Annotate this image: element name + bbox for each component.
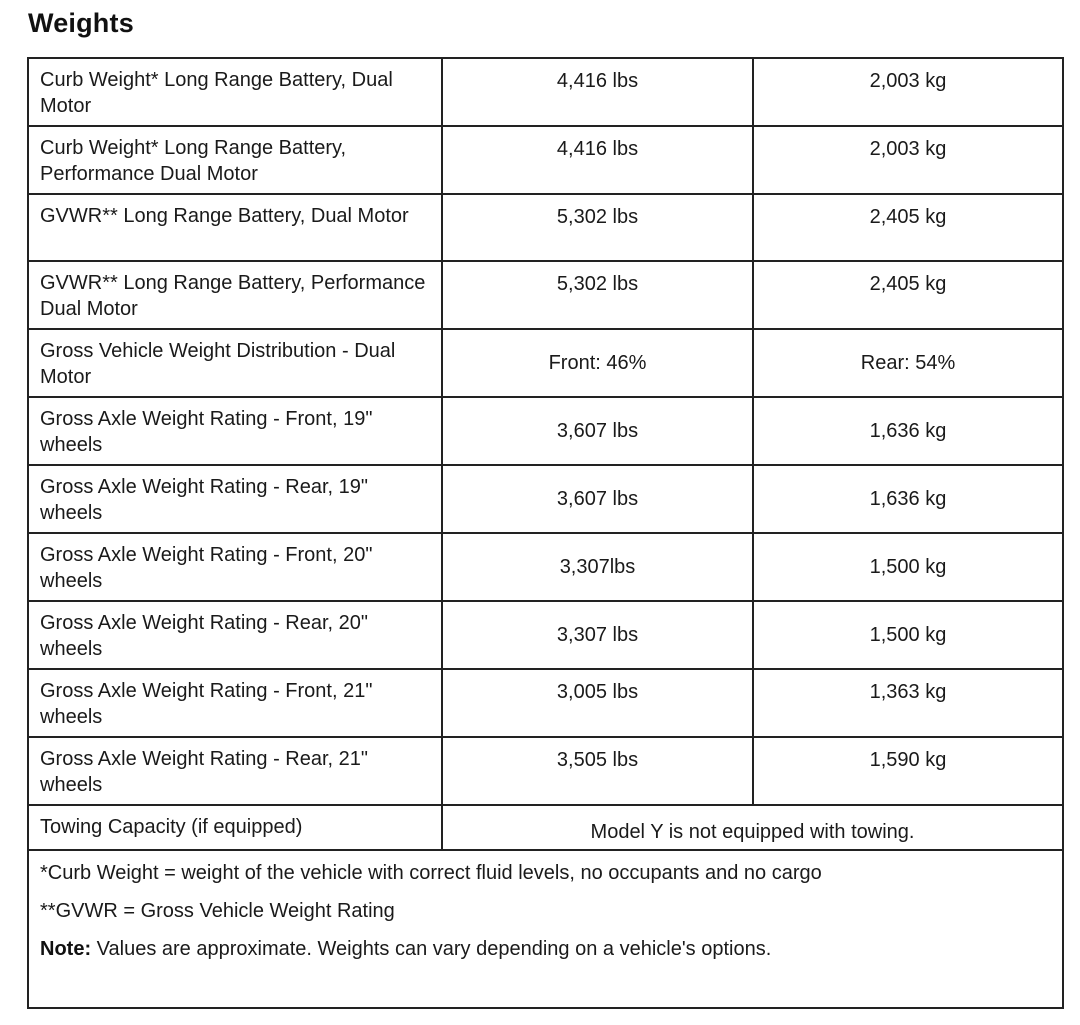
- imperial-value: Front: 46%: [442, 329, 753, 397]
- metric-value: 1,363 kg: [753, 669, 1062, 737]
- imperial-value: 3,307 lbs: [442, 601, 753, 669]
- row-label: GVWR** Long Range Battery, Dual Motor: [29, 194, 442, 261]
- row-label: Curb Weight* Long Range Battery, Performance Dual Motor: [29, 126, 442, 194]
- table-row: [29, 194, 1062, 261]
- table-row: [29, 601, 1062, 669]
- towing-label: Towing Capacity (if equipped): [29, 805, 442, 850]
- row-label: Gross Axle Weight Rating - Front, 19" wheels: [29, 397, 442, 465]
- row-label: Gross Axle Weight Rating - Front, 21" wheels: [29, 669, 442, 737]
- row-label: Gross Axle Weight Rating - Rear, 19" wheels: [29, 465, 442, 533]
- imperial-value: 3,005 lbs: [442, 669, 753, 737]
- metric-value: 1,590 kg: [753, 737, 1062, 805]
- weights-table: [27, 57, 1064, 1009]
- metric-value: 2,003 kg: [753, 126, 1062, 194]
- towing-value: Model Y is not equipped with towing.: [442, 805, 1062, 850]
- table-row: [29, 126, 1062, 194]
- metric-value: 1,636 kg: [753, 465, 1062, 533]
- metric-value: 2,405 kg: [753, 194, 1062, 261]
- imperial-value: 3,607 lbs: [442, 465, 753, 533]
- approximate-note: [40, 936, 1051, 962]
- row-label: GVWR** Long Range Battery, Performance Dual Motor: [29, 261, 442, 329]
- footnotes: [29, 851, 1062, 962]
- imperial-value: 5,302 lbs: [442, 194, 753, 261]
- towing-row: [29, 805, 1062, 850]
- imperial-value: 4,416 lbs: [442, 59, 753, 126]
- table-row: [29, 737, 1062, 805]
- gvwr-footnote: **GVWR = Gross Vehicle Weight Rating: [40, 899, 395, 922]
- table-row: [29, 329, 1062, 397]
- imperial-value: 3,607 lbs: [442, 397, 753, 465]
- row-label: Gross Axle Weight Rating - Front, 20" wheels: [29, 533, 442, 601]
- note-text: Values are approximate. Weights can vary depending on a vehicle's options.: [91, 937, 772, 960]
- imperial-value: 3,505 lbs: [442, 737, 753, 805]
- metric-value: 1,500 kg: [753, 601, 1062, 669]
- metric-value: Rear: 54%: [753, 329, 1062, 397]
- table-row: [29, 261, 1062, 329]
- table-row: [29, 59, 1062, 126]
- row-label: Gross Axle Weight Rating - Rear, 20" wheels: [29, 601, 442, 669]
- row-label: Gross Vehicle Weight Distribution - Dual Motor: [29, 329, 442, 397]
- imperial-value: 4,416 lbs: [442, 126, 753, 194]
- metric-value: 1,636 kg: [753, 397, 1062, 465]
- section-title: Weights: [28, 8, 134, 38]
- table-row: [29, 397, 1062, 465]
- curb-weight-footnote: *Curb Weight = weight of the vehicle with correct fluid levels, no occupants and no cargo: [40, 861, 822, 884]
- table-row: [29, 533, 1062, 601]
- metric-value: 2,003 kg: [753, 59, 1062, 126]
- imperial-value: 3,307lbs: [442, 533, 753, 601]
- table-row: [29, 465, 1062, 533]
- metric-value: 1,500 kg: [753, 533, 1062, 601]
- note-label: Note:: [40, 937, 92, 960]
- weights-grid: [29, 59, 1062, 851]
- metric-value: 2,405 kg: [753, 261, 1062, 329]
- row-label: Gross Axle Weight Rating - Rear, 21" wheels: [29, 737, 442, 805]
- table-row: [29, 669, 1062, 737]
- row-label: Curb Weight* Long Range Battery, Dual Motor: [29, 59, 442, 126]
- imperial-value: 5,302 lbs: [442, 261, 753, 329]
